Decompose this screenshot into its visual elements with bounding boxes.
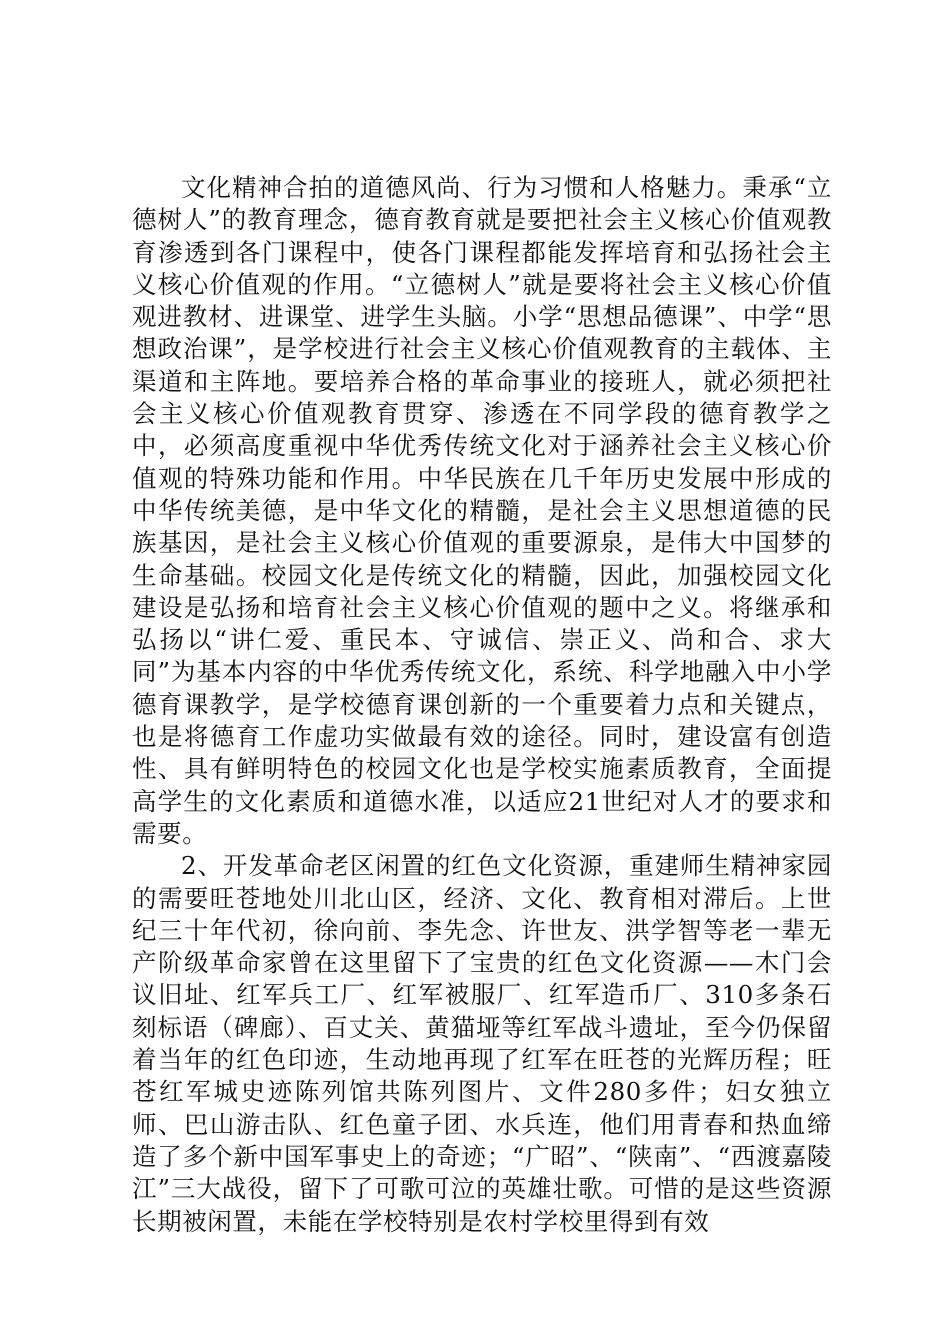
- paragraph-1: 文化精神合拍的道德风尚、行为习惯和人格魅力。秉承“立德树人”的教育理念，德育教育就是要把社会主义核心价值观教育渗透到各门课程中，使各门课程都能发挥培育和弘扬社会主义核心价值观的作用。“立德树人”就是要将社会主义核心价值观进教材、进课堂、进学生头脑。小学“思想品德课”、中学“思想政治课”，是学校进行社会主义核心价值观教育的主载体、主渠道和主阵地。要培养合格的革命事业的接班人，就必须把社会主义核心价值观教育贯穿、渗透在不同学段的德育教学之中，必须高度重视中华优秀传统文化对于涵养社会主义核心价值观的特殊功能和作用。中华民族在几千年历史发展中形成的中华传统美德，是中华文化的精髓，是社会主义思想道德的民族基因，是社会主义核心价值观的重要源泉，是伟大中国梦的生命基础。校园文化是传统文化的精髓，因此，加强校园文化建设是弘扬和培育社会主义核心价值观的题中之义。将继承和弘扬以“讲仁爱、重民本、守诚信、崇正义、尚和合、求大同”为基本内容的中华优秀传统文化，系统、科学地融入中小学德育课教学，是学校德育课创新的一个重要着力点和关键点，也是将德育工作虚功实做最有效的途径。同时，建设富有创造性、具有鲜明特色的校园文化也是学校实施素质教育，全面提高学生的文化素质和道德水准，以适应21世纪对人才的要求和需要。: [132, 173, 832, 848]
- paragraph-2: 2、开发革命老区闲置的红色文化资源，重建师生精神家园的需要旺苍地处川北山区，经济、文化、教育相对滞后。上世纪三十年代初，徐向前、李先念、许世友、洪学智等老一辈无产阶级革命家曾在这里留下了宝贵的红色文化资源——木门会议旧址、红军兵工厂、红军被服厂、红军造币厂、310多条石刻标语（碑廊）、百丈关、黄猫垭等红军战斗遗址，至今仍保留着当年的红色印迹，生动地再现了红军在旺苍的光辉历程；旺苍红军城史迹陈列馆共陈列图片、文件280多件；妇女独立师、巴山游击队、红色童子团、水兵连，他们用青春和热血缔造了多个新中国军事史上的奇迹；“广昭”、“陕南”、“西渡嘉陵江”三大战役，留下了可歌可泣的英雄壮歌。可惜的是这些资源长期被闲置，未能在学校特别是农村学校里得到有效: [132, 851, 832, 1236]
- document-body: [132, 172, 832, 1238]
